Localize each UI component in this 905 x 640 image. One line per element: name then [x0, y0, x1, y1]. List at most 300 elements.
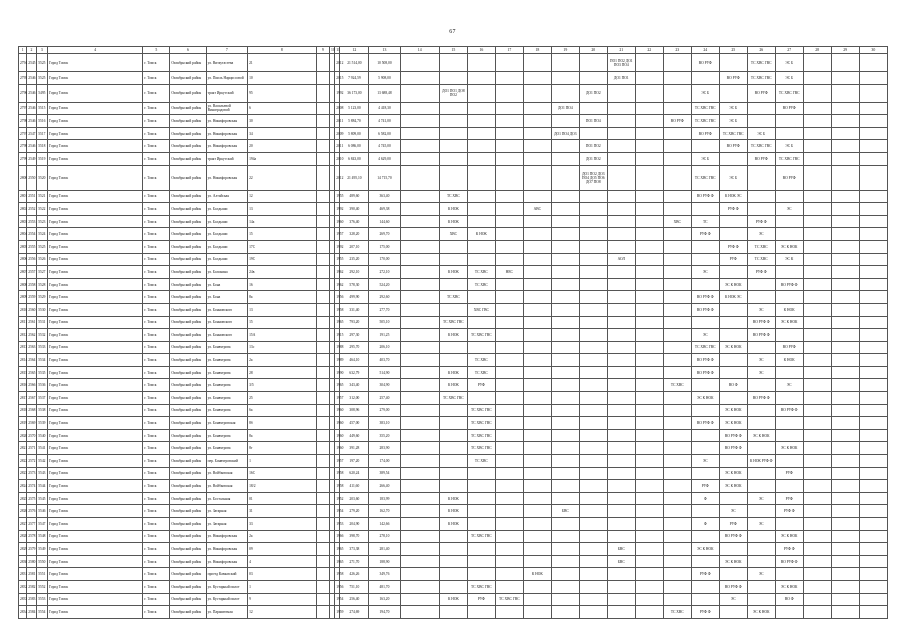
total-area-cell: 426,26 [340, 568, 369, 581]
empty-cell [803, 84, 831, 102]
service-cell: К НОК [467, 228, 495, 241]
district-cell: Октябрьский район [170, 278, 206, 291]
year-cell: 1955 [335, 253, 340, 266]
empty-cell [579, 568, 607, 581]
municipality-cell: Город Томск [48, 127, 143, 140]
table-row [19, 165, 888, 190]
empty-cell [495, 240, 523, 253]
total-area-cell: 449,60 [340, 429, 369, 442]
row-number-cell: 2832 [19, 580, 27, 593]
year-cell: 2012 [335, 165, 340, 190]
empty-cell [523, 140, 551, 153]
street-cell: проезд Кавказский [206, 568, 247, 581]
empty-cell [400, 467, 439, 480]
empty-cell [803, 72, 831, 85]
empty-cell [859, 115, 887, 128]
empty-cell [551, 316, 579, 329]
row-number-cell: 2799 [19, 152, 27, 165]
empty-cell [579, 580, 607, 593]
column-header: 6 [170, 47, 206, 54]
year-cell: 1960 [335, 404, 340, 417]
empty-cell [859, 228, 887, 241]
district-cell: Октябрьский район [170, 303, 206, 316]
empty-cell [467, 115, 495, 128]
service-cell: ТС ХВС ГВС [467, 530, 495, 543]
empty-cell [635, 266, 663, 279]
empty-cell [400, 530, 439, 543]
empty-cell [316, 492, 329, 505]
living-area-cell: 144,60 [369, 215, 400, 228]
house-number-cell: 12 [248, 190, 316, 203]
empty-cell [579, 467, 607, 480]
empty-cell [831, 555, 859, 568]
empty-cell [635, 316, 663, 329]
empty-cell [691, 429, 719, 442]
empty-cell [579, 417, 607, 430]
empty-cell [803, 329, 831, 342]
service-cell: К НОК [775, 354, 803, 367]
district-cell: Октябрьский район [170, 115, 206, 128]
header-row [19, 47, 888, 54]
total-area-cell: 499,90 [340, 291, 369, 304]
settlement-cell: г. Томск [143, 392, 170, 405]
empty-cell [831, 455, 859, 468]
register-id-cell: 2546 [27, 84, 36, 102]
empty-cell [551, 152, 579, 165]
house-number-cell: 03 [248, 568, 316, 581]
year-cell: 2010 [335, 152, 340, 165]
municipality-cell: Город Томск [48, 190, 143, 203]
service-cell: ТС ХВС [439, 190, 467, 203]
empty-cell [316, 366, 329, 379]
object-id-cell: 5517 [36, 127, 47, 140]
service-cell: ЭС [747, 568, 775, 581]
service-cell: К НОК [439, 203, 467, 216]
empty-cell [579, 215, 607, 228]
district-cell: Октябрьский район [170, 228, 206, 241]
empty-cell [495, 580, 523, 593]
empty-cell [635, 568, 663, 581]
empty-cell [523, 505, 551, 518]
empty-cell [495, 278, 523, 291]
service-cell: К НОК [439, 505, 467, 518]
total-area-cell: 21 495,10 [340, 165, 369, 190]
empty-cell [803, 442, 831, 455]
service-cell: ПО1 ПО2 ДО1 ПО3 ПО4 [607, 54, 635, 72]
settlement-cell: г. Томск [143, 417, 170, 430]
empty-cell [635, 291, 663, 304]
empty-cell [803, 366, 831, 379]
empty-cell [691, 467, 719, 480]
register-id-cell: 2555 [27, 240, 36, 253]
municipality-cell: Город Томск [48, 492, 143, 505]
row-number-cell: 2813 [19, 341, 27, 354]
year-cell: 2012 [335, 54, 340, 72]
empty-cell [747, 278, 775, 291]
empty-cell [400, 54, 439, 72]
service-cell: ЭС [691, 266, 719, 279]
year-cell: 1957 [335, 228, 340, 241]
empty-cell [831, 127, 859, 140]
empty-cell [523, 530, 551, 543]
service-cell: ЭС Б [691, 152, 719, 165]
service-cell: ВО РУФ [775, 102, 803, 115]
object-id-cell: 5541 [36, 442, 47, 455]
empty-cell [775, 215, 803, 228]
living-area-cell: 191,25 [369, 329, 400, 342]
row-number-cell: 2809 [19, 291, 27, 304]
settlement-cell: г. Томск [143, 102, 170, 115]
object-id-cell: 5522 [36, 203, 47, 216]
empty-cell [775, 392, 803, 405]
empty-cell [607, 480, 635, 493]
empty-cell [523, 316, 551, 329]
street-cell: тракт Иркутский [206, 152, 247, 165]
living-area-cell: 279,00 [369, 404, 400, 417]
empty-cell [495, 165, 523, 190]
empty-cell [523, 341, 551, 354]
empty-cell [439, 165, 467, 190]
row-number-cell: 2798 [19, 140, 27, 153]
table-row [19, 140, 888, 153]
settlement-cell: г. Томск [143, 543, 170, 556]
municipality-cell: Город Томск [48, 316, 143, 329]
district-cell: Октябрьский район [170, 480, 206, 493]
year-cell: 1958 [335, 303, 340, 316]
living-area-cell: 272,10 [369, 266, 400, 279]
service-cell: ТС ХВС ГВС [747, 140, 775, 153]
table-row [19, 354, 888, 367]
service-cell: РУФ Ф [719, 240, 747, 253]
empty-cell [803, 102, 831, 115]
column-header: 3 [36, 47, 47, 54]
empty-cell [467, 152, 495, 165]
empty-cell [663, 140, 691, 153]
empty-cell [747, 165, 775, 190]
empty-cell [775, 480, 803, 493]
empty-cell [719, 366, 747, 379]
empty-cell [467, 543, 495, 556]
empty-cell [803, 316, 831, 329]
empty-cell [400, 341, 439, 354]
empty-cell [316, 606, 329, 619]
empty-cell [635, 429, 663, 442]
register-id-cell: 2558 [27, 278, 36, 291]
empty-cell [400, 102, 439, 115]
row-number-cell: 2797 [19, 102, 27, 115]
empty-cell [467, 341, 495, 354]
empty-cell [316, 215, 329, 228]
empty-cell [747, 379, 775, 392]
service-cell: ТС ХВС ГВС [467, 580, 495, 593]
empty-cell [831, 102, 859, 115]
empty-cell [635, 555, 663, 568]
empty-cell [691, 580, 719, 593]
empty-cell [691, 72, 719, 85]
house-number-cell: 6 [248, 102, 316, 115]
empty-cell [691, 505, 719, 518]
column-header: 4 [48, 47, 143, 54]
empty-cell [607, 316, 635, 329]
table-row [19, 115, 888, 128]
column-header: 21 [607, 47, 635, 54]
municipality-cell: Город Томск [48, 253, 143, 266]
settlement-cell: г. Томск [143, 278, 170, 291]
service-cell: ВО РУФ [691, 127, 719, 140]
row-number-cell: 2822 [19, 455, 27, 468]
street-cell: ул. Бостальная [206, 492, 247, 505]
empty-cell [635, 442, 663, 455]
municipality-cell: Город Томск [48, 115, 143, 128]
table-row [19, 278, 888, 291]
empty-cell [831, 593, 859, 606]
register-id-cell: 2579 [27, 543, 36, 556]
empty-cell [467, 253, 495, 266]
year-cell: 1957 [335, 455, 340, 468]
street-cell: ул. Витаутастева [206, 54, 247, 72]
empty-cell [607, 568, 635, 581]
living-area-cell: 355,20 [369, 429, 400, 442]
street-cell: ул. Бонвчтрова [206, 442, 247, 455]
service-cell: НЕС [495, 266, 523, 279]
empty-cell [607, 291, 635, 304]
year-cell: 1962 [335, 266, 340, 279]
empty-cell [467, 190, 495, 203]
service-cell: ЭС [691, 455, 719, 468]
year-cell: 1989 [335, 354, 340, 367]
empty-cell [316, 84, 329, 102]
register-id-cell: 2581 [27, 568, 36, 581]
object-id-cell: 5542 [36, 455, 47, 468]
empty-cell [400, 84, 439, 102]
service-cell: ТС ХВС ГВС [691, 115, 719, 128]
municipality-cell: Город Томск [48, 72, 143, 85]
empty-cell [719, 543, 747, 556]
empty-cell [495, 72, 523, 85]
house-number-cell: 17С [248, 240, 316, 253]
register-id-cell: 2561 [27, 316, 36, 329]
empty-cell [831, 228, 859, 241]
service-cell: ВО РУФ [775, 165, 803, 190]
empty-cell [663, 228, 691, 241]
empty-cell [747, 467, 775, 480]
empty-cell [551, 165, 579, 190]
empty-cell [859, 429, 887, 442]
empty-cell [607, 102, 635, 115]
service-cell: ЭС [747, 518, 775, 531]
empty-cell [316, 518, 329, 531]
service-cell: ВО РУФ Ф [747, 329, 775, 342]
row-number-cell: 2829 [19, 543, 27, 556]
district-cell: Октябрьский район [170, 54, 206, 72]
empty-cell [635, 593, 663, 606]
service-cell: ЭС Б [775, 54, 803, 72]
empty-cell [439, 152, 467, 165]
empty-cell [400, 127, 439, 140]
house-number-cell: 4 [248, 555, 316, 568]
service-cell: ВО РУФ [691, 54, 719, 72]
service-cell: ЭС Б [719, 165, 747, 190]
object-id-cell: 5548 [36, 530, 47, 543]
empty-cell [607, 442, 635, 455]
street-cell: ул. Болдыши [206, 203, 247, 216]
table-row [19, 404, 888, 417]
empty-cell [523, 404, 551, 417]
empty-cell [663, 467, 691, 480]
street-cell: ул. Пиоль Нарциссовой [206, 72, 247, 85]
service-cell: ДО1 ПО4 ДО3 [551, 127, 579, 140]
empty-cell [400, 140, 439, 153]
empty-cell [859, 140, 887, 153]
settlement-cell: г. Томск [143, 379, 170, 392]
year-cell: 1957 [335, 392, 340, 405]
municipality-cell: Город Томск [48, 278, 143, 291]
street-cell: ул. Бонвчтрова [206, 354, 247, 367]
empty-cell [747, 580, 775, 593]
table-row [19, 593, 888, 606]
total-area-cell: 632,79 [340, 366, 369, 379]
empty-cell [579, 316, 607, 329]
house-number-cell: 3/5 [248, 379, 316, 392]
empty-cell [607, 417, 635, 430]
empty-cell [495, 455, 523, 468]
year-cell: 1960 [335, 442, 340, 455]
empty-cell [607, 505, 635, 518]
object-id-cell: 5520 [36, 165, 47, 190]
street-cell: ул. Кустарный пилот [206, 593, 247, 606]
street-cell: ул. Бона [206, 278, 247, 291]
row-number-cell: 2826 [19, 505, 27, 518]
table-row [19, 127, 888, 140]
empty-cell [663, 266, 691, 279]
empty-cell [316, 316, 329, 329]
settlement-cell: г. Томск [143, 467, 170, 480]
empty-cell [859, 492, 887, 505]
empty-cell [635, 354, 663, 367]
service-cell: ВО РУФ [747, 84, 775, 102]
empty-cell [607, 404, 635, 417]
year-cell: 1956 [335, 580, 340, 593]
empty-cell [551, 253, 579, 266]
empty-cell [579, 404, 607, 417]
empty-cell [400, 593, 439, 606]
empty-cell [663, 530, 691, 543]
register-id-cell: 2545 [27, 54, 36, 72]
empty-cell [719, 606, 747, 619]
service-cell: РУФ [775, 492, 803, 505]
empty-cell [467, 102, 495, 115]
living-area-cell: 183,99 [369, 492, 400, 505]
street-cell: ул. Бонвчтрова [206, 404, 247, 417]
municipality-cell: Город Томск [48, 505, 143, 518]
empty-cell [467, 84, 495, 102]
row-number-cell: 2794 [19, 54, 27, 72]
street-cell: ул. Затарная [206, 505, 247, 518]
street-cell: ул. Никифоровская [206, 543, 247, 556]
register-id-cell: 2574 [27, 480, 36, 493]
living-area-cell: 469,38 [369, 203, 400, 216]
empty-cell [316, 580, 329, 593]
municipality-cell: Город Томск [48, 555, 143, 568]
house-number-cell: 8а [248, 429, 316, 442]
object-id-cell: 5549 [36, 543, 47, 556]
empty-cell [523, 102, 551, 115]
empty-cell [523, 84, 551, 102]
register-id-cell: 2551 [27, 190, 36, 203]
service-cell: ТС ХВС ГВС [495, 593, 523, 606]
empty-cell [523, 492, 551, 505]
object-id-cell: 5515 [36, 102, 47, 115]
empty-cell [400, 291, 439, 304]
empty-cell [859, 354, 887, 367]
service-cell: РУФ Ф [747, 215, 775, 228]
column-header: 2 [27, 47, 36, 54]
empty-cell [635, 203, 663, 216]
service-cell: ТС ХВС [747, 253, 775, 266]
settlement-cell: г. Томск [143, 190, 170, 203]
settlement-cell: г. Томск [143, 530, 170, 543]
district-cell: Октябрьский район [170, 568, 206, 581]
street-cell: ул. Никифоровская [206, 530, 247, 543]
empty-cell [663, 354, 691, 367]
empty-cell [635, 253, 663, 266]
empty-cell [579, 291, 607, 304]
total-area-cell: 308,96 [340, 404, 369, 417]
settlement-cell: г. Томск [143, 316, 170, 329]
year-cell: 1956 [335, 291, 340, 304]
column-header: 20 [579, 47, 607, 54]
empty-cell [551, 190, 579, 203]
service-cell: ТС ХВС [663, 606, 691, 619]
service-cell: РУФ [719, 518, 747, 531]
service-cell: К НОК ЭС [719, 190, 747, 203]
empty-cell [607, 366, 635, 379]
empty-cell [551, 467, 579, 480]
service-cell: ЭС К НОК [747, 429, 775, 442]
empty-cell [551, 593, 579, 606]
empty-cell [523, 379, 551, 392]
row-number-cell: 2806 [19, 253, 27, 266]
empty-cell [719, 329, 747, 342]
empty-cell [316, 165, 329, 190]
empty-cell [663, 278, 691, 291]
register-table [18, 46, 888, 619]
empty-cell [467, 392, 495, 405]
empty-cell [719, 228, 747, 241]
empty-cell [803, 580, 831, 593]
empty-cell [831, 303, 859, 316]
service-cell: ТС ХВС ГВС [775, 152, 803, 165]
living-area-cell: 383,10 [369, 417, 400, 430]
total-area-cell: 390,40 [340, 203, 369, 216]
empty-cell [523, 480, 551, 493]
service-cell: ЭС К НОК [775, 442, 803, 455]
service-cell: ТС ХВС ГВС [467, 404, 495, 417]
service-cell: ТС ХВС ГВС [439, 316, 467, 329]
service-cell: ЭС К НОК [775, 580, 803, 593]
empty-cell [316, 266, 329, 279]
empty-cell [523, 442, 551, 455]
municipality-cell: Город Томск [48, 240, 143, 253]
empty-cell [859, 152, 887, 165]
empty-cell [316, 303, 329, 316]
empty-cell [607, 152, 635, 165]
year-cell: 2009 [335, 127, 340, 140]
district-cell: Октябрьский район [170, 215, 206, 228]
district-cell: Октябрьский район [170, 253, 206, 266]
settlement-cell: г. Томск [143, 115, 170, 128]
settlement-cell: г. Томск [143, 127, 170, 140]
